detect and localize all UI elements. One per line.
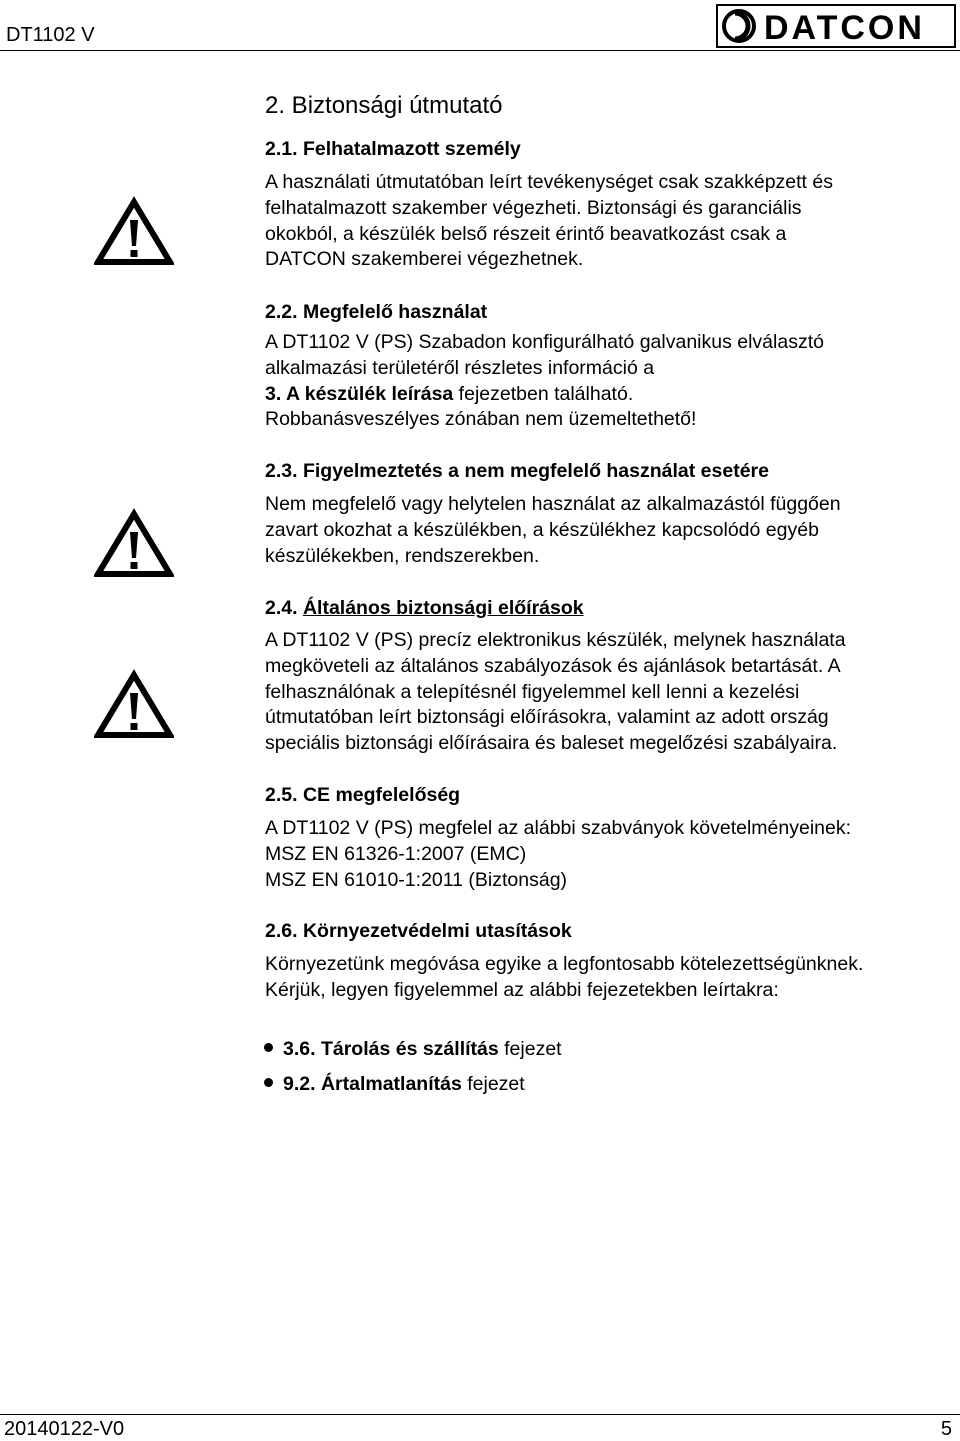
chapter-reference: 3.6. Tárolás és szállítás [283, 1038, 499, 1060]
text-line: felhatalmazott szakember végezheti. Biztonsági és garanciális [265, 196, 802, 219]
text-line: A DT1102 V (PS) Szabadon konfigurálható galvanikus elválasztó [265, 331, 824, 353]
section-number: 2.6. [265, 920, 303, 942]
text-line: A DT1102 V (PS) precíz elektronikus készülék, melynek használata [265, 629, 846, 651]
chapter-reference: 3. A készülék leírása [265, 382, 454, 405]
section-2-2-text [265, 330, 824, 433]
section-number: 2.2. [265, 301, 303, 323]
footer-divider [0, 1414, 960, 1415]
section-2-5-text [265, 816, 851, 893]
text-line: alkalmazási területéről részletes információ a [265, 356, 655, 379]
text-fragment: fejezet [461, 1073, 525, 1095]
bullet-icon [264, 1078, 273, 1087]
text-line: okokból, a készülék belső részeit érintő beavatkozást csak a [265, 222, 787, 245]
text-line: DATCON szakemberei végezhetnek. [265, 248, 584, 271]
text-line: A DT1102 V (PS) megfelel az alábbi szabványok követelményeinek: [265, 817, 852, 839]
section-2-5-heading [265, 784, 460, 807]
section-number: 2.4. [265, 597, 303, 619]
warning-triangle-icon [94, 669, 174, 739]
section-title: Környezetvédelmi utasítások [302, 920, 572, 942]
section-number: 2.1. [265, 138, 303, 160]
list-item [264, 1038, 562, 1061]
section-number: 2.5. [265, 784, 303, 806]
section-2-2-heading [265, 301, 487, 324]
text-line: útmutatóban leírt biztonsági előírásokra, valamint az adott ország [265, 706, 829, 729]
text-line: MSZ EN 61010-1:2011 (Biztonság) [265, 868, 568, 891]
text-line: MSZ EN 61326-1:2007 (EMC) [265, 842, 527, 865]
text-line: készülékekben, rendszerekben. [265, 544, 540, 567]
chapter-reference: 9.2. Ártalmatlanítás [283, 1073, 462, 1095]
section-number: 2.3. [265, 460, 303, 482]
section-2-4-text [265, 628, 846, 757]
text-line: speciális biztonsági előírásaira és baleset megelőzési szabályaira. [265, 732, 838, 755]
page-title: 2. Biztonsági útmutató [265, 92, 503, 119]
section-2-1-text [265, 170, 833, 273]
list-item [264, 1073, 525, 1096]
section-2-6-text [265, 952, 863, 1004]
text-line: zavart okozhat a készülékben, a készülékhez kapcsolódó egyéb [265, 518, 819, 541]
warning-triangle-icon [94, 196, 174, 266]
text-line: Robbanásveszélyes zónában nem üzemeltethető! [265, 408, 697, 431]
text-line: Környezetünk megóvása egyike a legfontosabb kötelezettségünknek. [265, 953, 864, 975]
section-2-3-heading [265, 460, 769, 483]
section-2-1-heading [265, 138, 521, 161]
section-title: CE megfelelőség [302, 784, 461, 806]
text-line: megköveteli az általános szabályozások és ajánlások betartását. A [265, 654, 841, 677]
logo-text: DATCON [764, 9, 925, 47]
text-line [265, 382, 824, 408]
text-line: Nem megfelelő vagy helytelen használat az alkalmazástól függően [265, 493, 841, 515]
section-2-3-text [265, 492, 841, 569]
warning-triangle-icon [94, 508, 174, 578]
section-title: Figyelmeztetés a nem megfelelő használat esetére [302, 460, 769, 482]
text-fragment: fejezetben található. [453, 382, 634, 405]
header-divider [0, 50, 960, 51]
text-line: felhasználónak a telepítésnél figyelemmel kell lenni a kezelési [265, 680, 800, 703]
text-line: A használati útmutatóban leírt tevékenységet csak szakképzett és [265, 171, 833, 193]
footer-doc-code: 20140122-V0 [4, 1418, 125, 1440]
bullet-icon [264, 1043, 273, 1052]
section-title: Általános biztonsági előírások [302, 597, 584, 619]
section-title: Felhatalmazott személy [302, 138, 521, 160]
page-number: 5 [940, 1418, 952, 1440]
datcon-logo-icon [716, 4, 956, 48]
text-line: Kérjük, legyen figyelemmel az alábbi fejezetekben leírtakra: [265, 978, 779, 1001]
text-fragment: fejezet [498, 1038, 562, 1060]
section-2-6-heading [265, 920, 572, 943]
section-title: Megfelelő használat [302, 301, 488, 323]
section-2-4-heading [265, 597, 584, 620]
header-title: DT1102 V [6, 24, 95, 46]
